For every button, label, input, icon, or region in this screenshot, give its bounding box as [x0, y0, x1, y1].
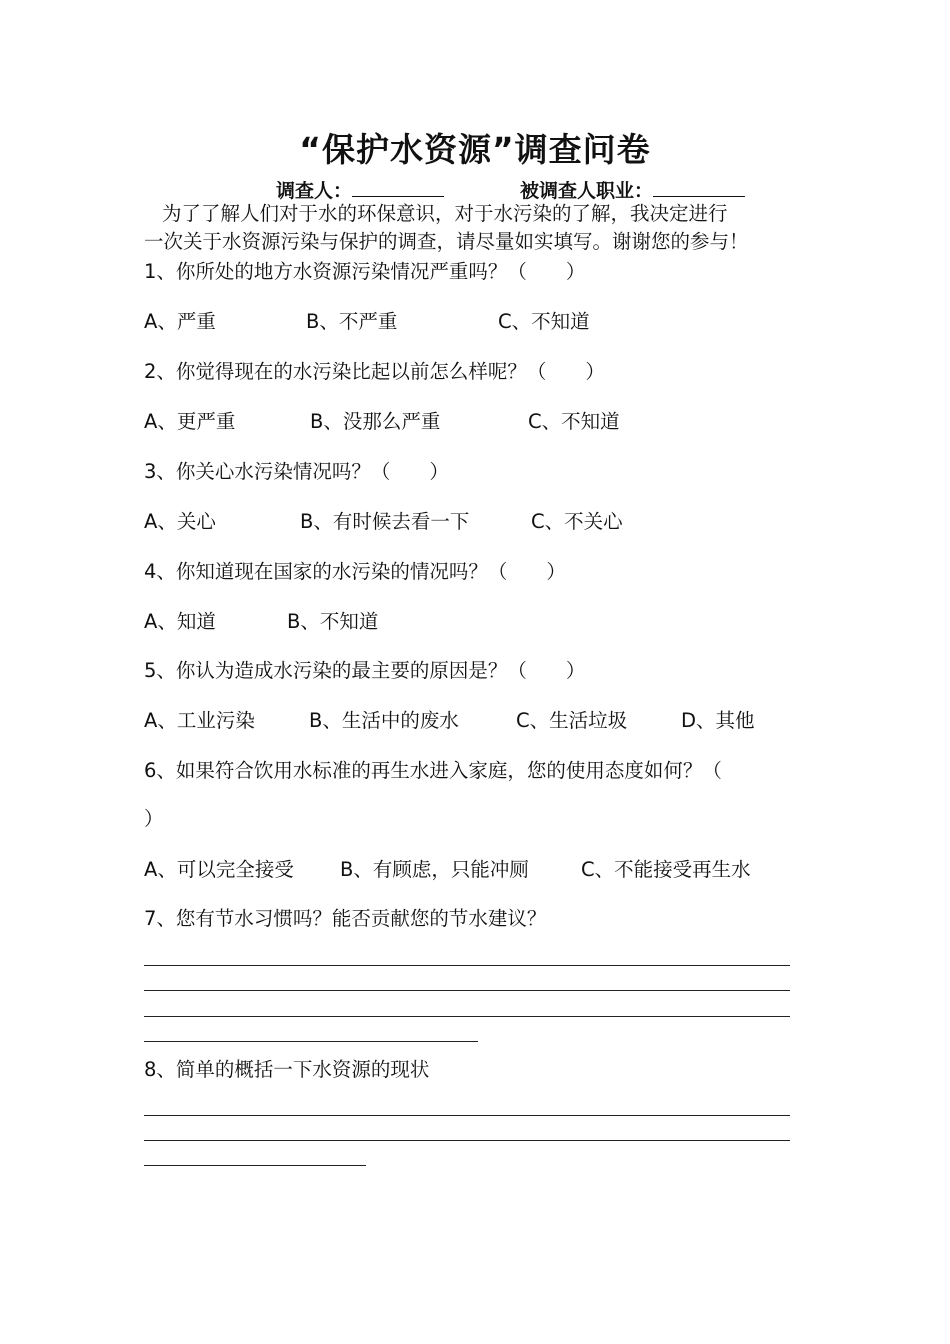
q1-option-b[interactable]: B、不严重 — [306, 310, 398, 333]
intro-line-2: 一次关于水资源污染与保护的调查，请尽量如实填写。谢谢您的参与！ — [144, 230, 749, 253]
q6-option-b[interactable]: B、有顾虑，只能冲厕 — [340, 858, 529, 881]
q3-option-a[interactable]: A、关心 — [144, 510, 216, 533]
question-1: 1、你所处的地方水资源污染情况严重吗？（ ） — [144, 260, 586, 283]
question-5: 5、你认为造成水污染的最主要的原因是？（ ） — [144, 659, 586, 682]
occupation-label: 被调查人职业： — [520, 180, 654, 202]
question-6: 6、如果符合饮用水标准的再生水进入家庭，您的使用态度如何？（ — [144, 759, 722, 782]
q5-option-b[interactable]: B、生活中的废水 — [309, 709, 459, 732]
q7-answer-line-2[interactable] — [144, 990, 790, 991]
q8-answer-line-1[interactable] — [144, 1115, 790, 1116]
intro-line-1: 为了了解人们对于水的环保意识，对于水污染的了解，我决定进行 — [162, 202, 728, 225]
q7-answer-line-3[interactable] — [144, 1016, 790, 1017]
intro-paragraph — [144, 200, 824, 256]
q8-answer-line-2[interactable] — [144, 1140, 790, 1141]
q4-option-a[interactable]: A、知道 — [144, 610, 216, 633]
q5-option-c[interactable]: C、生活垃圾 — [516, 709, 628, 732]
question-4: 4、你知道现在国家的水污染的情况吗？（ ） — [144, 560, 566, 583]
q7-answer-line-4[interactable] — [144, 1041, 478, 1042]
investigator-label: 调查人： — [276, 180, 353, 202]
q7-answer-line-1[interactable] — [144, 965, 790, 966]
occupation-blank[interactable] — [653, 178, 745, 197]
investigator-blank[interactable] — [352, 178, 444, 197]
page-title: “保护水资源”调查问卷 — [299, 130, 651, 169]
q1-option-c[interactable]: C、不知道 — [498, 310, 590, 333]
q6-option-a[interactable]: A、可以完全接受 — [144, 858, 294, 881]
q2-option-b[interactable]: B、没那么严重 — [310, 410, 441, 433]
q4-option-b[interactable]: B、不知道 — [287, 610, 379, 633]
question-3: 3、你关心水污染情况吗？（ ） — [144, 460, 449, 483]
question-8: 8、简单的概括一下水资源的现状 — [144, 1058, 430, 1081]
q2-option-a[interactable]: A、更严重 — [144, 410, 236, 433]
q3-option-b[interactable]: B、有时候去看一下 — [300, 510, 470, 533]
investigator-field[interactable] — [276, 176, 444, 203]
q3-option-c[interactable]: C、不关心 — [531, 510, 623, 533]
q6-option-c[interactable]: C、不能接受再生水 — [581, 858, 751, 881]
occupation-field[interactable] — [520, 176, 745, 203]
q5-option-a[interactable]: A、工业污染 — [144, 709, 255, 732]
question-7: 7、您有节水习惯吗？能否贡献您的节水建议？ — [144, 907, 547, 930]
q2-option-c[interactable]: C、不知道 — [528, 410, 620, 433]
question-6-cont: ） — [144, 807, 164, 830]
q8-answer-line-3[interactable] — [144, 1165, 366, 1166]
q5-option-d[interactable]: D、其他 — [681, 709, 755, 732]
question-2: 2、你觉得现在的水污染比起以前怎么样呢？（ ） — [144, 360, 605, 383]
q1-option-a[interactable]: A、严重 — [144, 310, 216, 333]
